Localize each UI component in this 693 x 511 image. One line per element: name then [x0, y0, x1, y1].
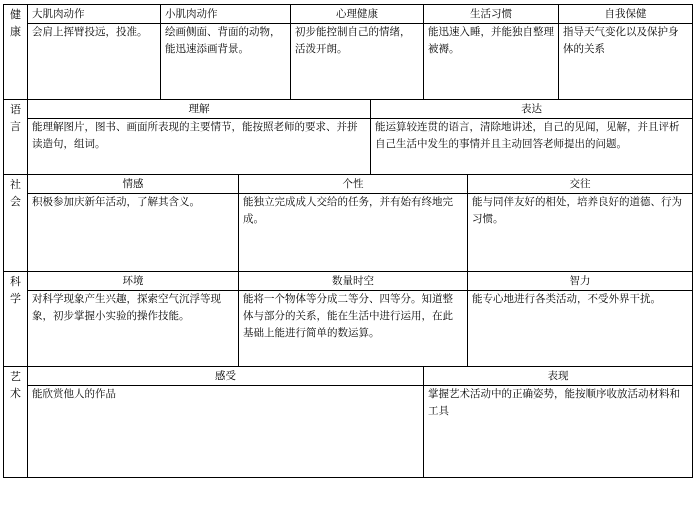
science-content-environment: 对科学现象产生兴趣，探索空气沉浮等现象，初步掌握小实验的操作技能。	[28, 291, 239, 367]
domain-health: 健 康	[4, 5, 28, 100]
health-content-gross-motor: 会肩上挥臂投远，投准。	[28, 24, 161, 100]
health-content-habits: 能迅速入睡，并能独自整理被褥。	[424, 24, 559, 100]
society-content-interaction: 能与同伴友好的相处，培养良好的道德、行为习惯。	[468, 194, 693, 272]
health-header-fine-motor: 小肌肉动作	[161, 5, 291, 24]
science-content-intelligence: 能专心地进行各类活动，不受外界干扰。	[468, 291, 693, 367]
science-header-environment: 环境	[28, 272, 239, 291]
arts-header-perception: 感受	[28, 367, 424, 386]
domain-society: 社 会	[4, 175, 28, 272]
health-header-self-care: 自我保健	[559, 5, 693, 24]
society-content-personality: 能独立完成成人交给的任务，并有始有终地完成。	[239, 194, 468, 272]
domain-science: 科 学	[4, 272, 28, 367]
society-header-interaction: 交往	[468, 175, 693, 194]
language-content-understanding: 能理解图片，图书、画面所表现的主要情节，能按照老师的要求、并拼读造句，组词。	[28, 119, 371, 175]
language-content-expression: 能运算较连贯的语言，清除地讲述，自己的见闻，见解，并且评析自己生活中发生的事情并且主动回答老师提出的问题。	[371, 119, 693, 175]
development-goals-table	[3, 4, 689, 488]
science-content-quantity: 能将一个物体等分成二等分、四等分。知道整体与部分的关系，能在生活中进行运用，在此基础上能进行简单的数运算。	[239, 291, 468, 367]
society-header-personality: 个性	[239, 175, 468, 194]
language-header-expression: 表达	[371, 100, 693, 119]
arts-header-expression: 表现	[424, 367, 693, 386]
health-header-gross-motor: 大肌肉动作	[28, 5, 161, 24]
domain-language: 语 言	[4, 100, 28, 175]
domain-arts: 艺 术	[4, 367, 28, 478]
health-content-fine-motor: 绘画侧面、背面的动物，能迅速添画背景。	[161, 24, 291, 100]
health-content-mental: 初步能控制自己的情绪，活泼开朗。	[291, 24, 424, 100]
science-header-intelligence: 智力	[468, 272, 693, 291]
society-header-emotion: 情感	[28, 175, 239, 194]
arts-content-expression: 掌握艺术活动中的正确姿势，能按顺序收放活动材料和工具	[424, 386, 693, 478]
health-header-habits: 生活习惯	[424, 5, 559, 24]
health-content-self-care: 指导天气变化以及保护身体的关系	[559, 24, 693, 100]
society-content-emotion: 积极参加庆新年活动，了解其含义。	[28, 194, 239, 272]
arts-content-perception: 能欣赏他人的作品	[28, 386, 424, 478]
health-header-mental: 心理健康	[291, 5, 424, 24]
science-header-quantity: 数量时空	[239, 272, 468, 291]
language-header-understanding: 理解	[28, 100, 371, 119]
